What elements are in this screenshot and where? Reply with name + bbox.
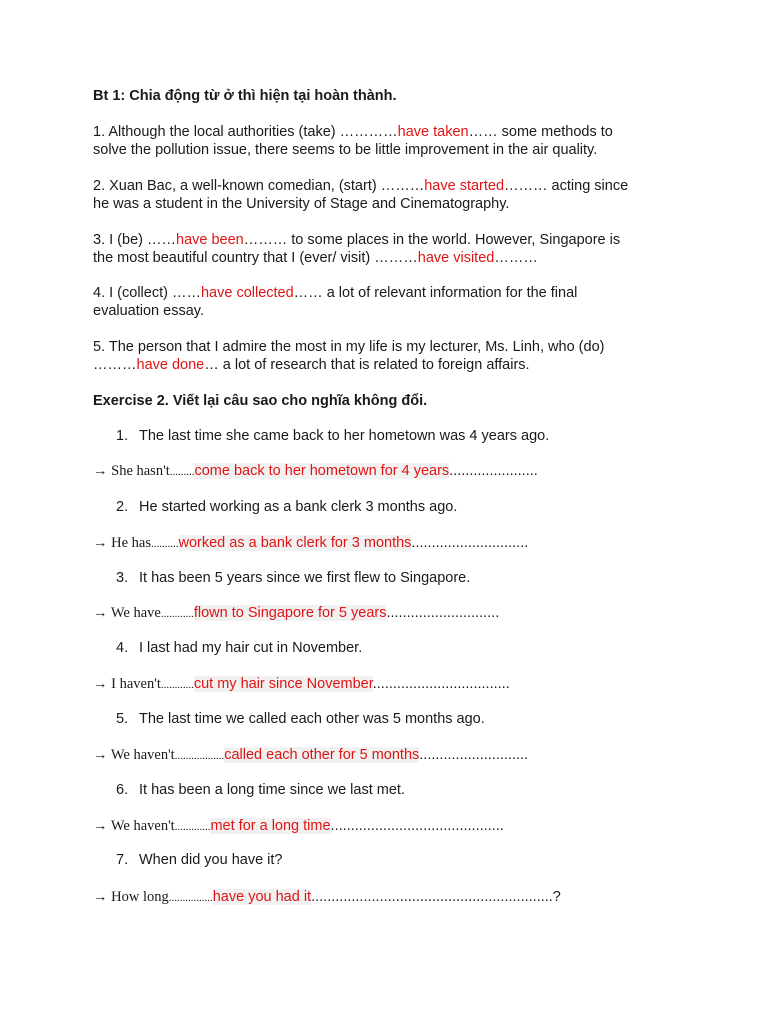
ex1-q3-line2 — [93, 249, 538, 267]
ex1-q2-prompt: 2. Xuan Bac, a well-known comedian, (start) ……… — [93, 178, 425, 194]
ex1-q5-line1: 5. The person that I admire the most in my life is my lecturer, Ms. Linh, who (do) — [93, 339, 605, 355]
ex1-q1-prompt: 1. Although the local authorities (take) ………… — [93, 124, 398, 140]
ex1-q5-dots: ……… — [93, 357, 137, 373]
ex2-item-7-answer-line: → How long................have you had it............................................................? — [93, 889, 561, 905]
ex2-item-3-answer: flown to Singapore for 5 years — [193, 605, 387, 621]
ex2-item-6-question: 6. It has been a long time since we last met. — [116, 782, 405, 798]
ex2-item-7-question: 7. When did you have it? — [116, 852, 283, 868]
ex2-item-7-answer: have you had it — [212, 889, 312, 905]
ex1-q5-rest: … a lot of research that is related to foreign affairs. — [204, 357, 530, 373]
ex1-q5-answer: have done — [136, 357, 205, 373]
ex2-item-5-answer-line: → We haven't..................called each other for 5 months........................... — [93, 747, 529, 763]
ex2-item-3-question: 3. It has been 5 years since we first flew to Singapore. — [116, 570, 471, 586]
ex1-q3-prompt-2: the most beautiful country that I (ever/ visit) ……… — [93, 250, 418, 266]
ex1-q2-line2: he was a student in the University of Stage and Cinematography. — [93, 196, 510, 212]
ex2-item-3-answer-line: → We have............flown to Singapore for 5 years............................ — [93, 605, 500, 621]
ex1-q4-line2: evaluation essay. — [93, 303, 204, 319]
exercise-1-title: Bt 1: Chia động từ ở thì hiện tại hoàn thành. — [93, 88, 397, 104]
ex1-q1-rest: …… some methods to — [468, 124, 613, 140]
ex2-item-2-question: 2. He started working as a bank clerk 3 months ago. — [116, 499, 458, 515]
ex1-q5-line2 — [93, 356, 530, 374]
ex2-item-1-question: 1. The last time she came back to her hometown was 4 years ago. — [116, 428, 550, 444]
ex1-q1-line1 — [93, 123, 613, 141]
ex1-q2-line1 — [93, 177, 628, 195]
ex2-item-1-answer: come back to her hometown for 4 years — [194, 463, 450, 479]
ex1-q4-rest: …… a lot of relevant information for the final — [293, 285, 578, 301]
ex2-item-4-question: 4. I last had my hair cut in November. — [116, 640, 363, 656]
ex2-item-6-answer: met for a long time — [210, 818, 331, 834]
ex1-q1-line2: solve the pollution issue, there seems to be little improvement in the air quality. — [93, 142, 598, 158]
ex1-q3-answer-1: have been — [176, 232, 244, 248]
ex2-item-4-answer: cut my hair since November — [193, 676, 373, 692]
ex1-q2-rest: ……… acting since — [504, 178, 629, 194]
ex2-item-2-answer-line: → He has..........worked as a bank clerk for 3 months............................. — [93, 535, 529, 551]
ex1-q3-line1 — [93, 231, 620, 249]
ex1-q4-answer: have collected — [200, 285, 294, 301]
ex1-q3-prompt: 3. I (be) …… — [93, 232, 176, 248]
ex2-item-5-answer: called each other for 5 months — [224, 747, 420, 763]
ex1-q3-tail: ……… — [494, 250, 538, 266]
ex2-item-5-question: 5. The last time we called each other was 5 months ago. — [116, 711, 485, 727]
ex1-q2-answer: have started — [424, 178, 505, 194]
ex2-item-2-answer: worked as a bank clerk for 3 months — [178, 535, 412, 551]
ex1-q4-line1 — [93, 284, 577, 302]
ex1-q4-prompt: 4. I (collect) …… — [93, 285, 201, 301]
ex1-q3-answer-2: have visited — [417, 250, 495, 266]
ex1-q1-answer: have taken — [397, 124, 469, 140]
ex2-item-6-answer-line: → We haven't.............met for a long time........................................... — [93, 818, 504, 834]
ex2-item-4-answer-line: → I haven't............cut my hair since November.................................. — [93, 676, 510, 692]
ex2-item-1-answer-line: → She hasn't.........come back to her hometown for 4 years...................... — [93, 463, 538, 479]
ex1-q3-rest: ……… to some places in the world. However, Singapore is — [243, 232, 621, 248]
exercise-2-title: Exercise 2. Viết lại câu sao cho nghĩa không đổi. — [93, 393, 428, 409]
